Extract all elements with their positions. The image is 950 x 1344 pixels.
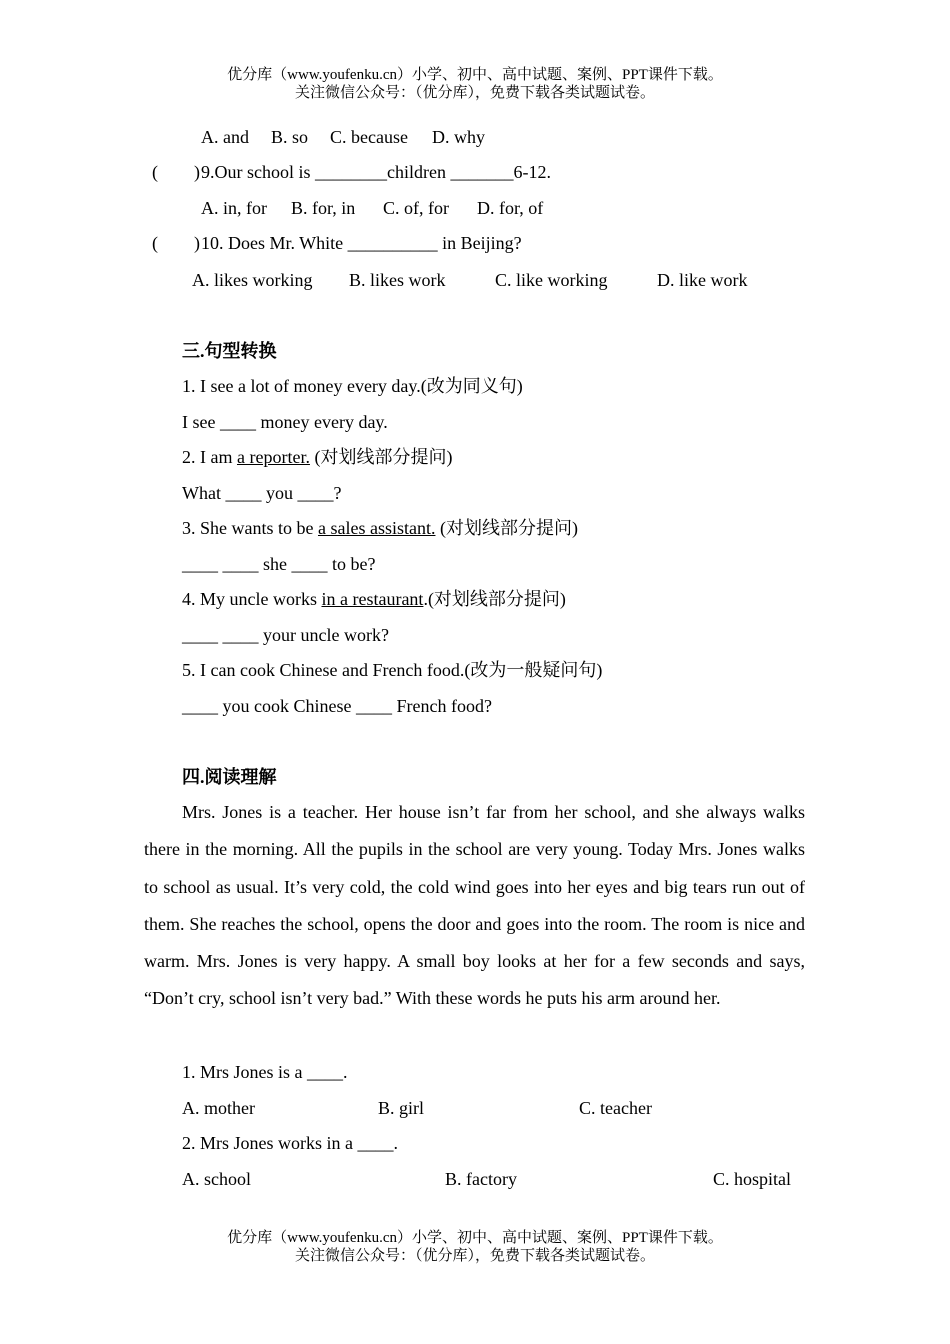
q10-answer-bracket: ( ) [152,233,200,253]
reading-q2-option-b: B. factory [445,1169,517,1189]
q10-option-a: A. likes working [192,270,313,290]
q8-option-c: C. because [330,127,408,147]
part3-a3: ____ ____ she ____ to be? [182,554,376,574]
section-4-title: 四.阅读理解 [182,767,277,787]
part3-q3-lead: 3. She wants to be [182,518,318,538]
page-footer-line-1: 优分库（www.youfenku.cn）小学、初中、高中试题、案例、PPT课件下载。 [227,1230,723,1246]
q9-answer-bracket: ( ) [152,162,200,182]
page-footer-line-2: 关注微信公众号：（优分库），免费下载各类试题试卷。 [294,1248,655,1264]
q9-option-c: C. of, for [383,198,449,218]
section-3-title: 三.句型转换 [182,341,277,361]
part3-q2 [182,446,452,468]
part3-a1: I see ____ money every day. [182,412,388,432]
reading-q1-option-a: A. mother [182,1098,255,1118]
reading-q2: 2. Mrs Jones works in a ____. [182,1133,398,1153]
part3-q4-underlined: in a restaurant [321,589,424,609]
part3-a2: What ____ you ____? [182,483,342,503]
part3-q4 [182,588,566,610]
page-header-line-2: 关注微信公众号：（优分库），免费下载各类试题试卷。 [294,85,655,101]
part3-a5: ____ you cook Chinese ____ French food? [182,696,492,716]
q10-option-d: D. like work [657,270,748,290]
part3-q2-lead: 2. I am [182,447,237,467]
q9-option-b: B. for, in [291,198,356,218]
q9-option-a: A. in, for [201,198,267,218]
part3-q5: 5. I can cook Chinese and French food.(改为一般疑问句) [182,660,603,680]
reading-q2-option-c: C. hospital [713,1169,792,1189]
reading-q1-option-c: C. teacher [579,1098,652,1118]
reading-passage: Mrs. Jones is a teacher. Her house isn’t far from her school, and she always walks there in the morning. All the pupils in the school are very young. Today Mrs. Jones walks to school as usual. It’s very cold, the cold wind goes into her eyes and big tears run out of them. She reaches the school, opens the door and goes into the room. The room is nice and warm. Mrs. Jones is very happy. A small boy looks at her for a few seconds and says, “Don’t cry, school isn’t very bad.” With these words he puts his arm around her. [144,802,805,1009]
q9-option-d: D. for, of [477,198,544,218]
part3-q3-instruction: (对划线部分提问) [435,518,578,538]
q9-question: 9.Our school is ________children _______6-12. [201,162,551,182]
q10-option-b: B. likes work [349,270,446,290]
q10-question: 10. Does Mr. White __________ in Beijing? [201,233,522,253]
part3-q4-lead: 4. My uncle works [182,589,322,609]
part3-q3 [182,517,578,539]
reading-q2-option-a: A. school [182,1169,251,1189]
reading-q1-option-b: B. girl [378,1098,425,1118]
part3-q2-instruction: (对划线部分提问) [309,447,453,467]
part3-a4: ____ ____ your uncle work? [182,625,389,645]
q10-option-c: C. like working [495,270,608,290]
q8-option-d: D. why [432,127,485,147]
part3-q1: 1. I see a lot of money every day.(改为同义句) [182,376,523,396]
q8-option-a: A. and [201,127,249,147]
part3-q2-underlined: a reporter. [236,447,310,467]
part3-q4-instruction: .(对划线部分提问) [423,589,566,609]
q8-option-b: B. so [271,127,309,147]
page-header-line-1: 优分库（www.youfenku.cn）小学、初中、高中试题、案例、PPT课件下载。 [227,67,723,83]
part3-q3-underlined: a sales assistant. [317,518,436,538]
reading-q1: 1. Mrs Jones is a ____. [182,1062,348,1082]
